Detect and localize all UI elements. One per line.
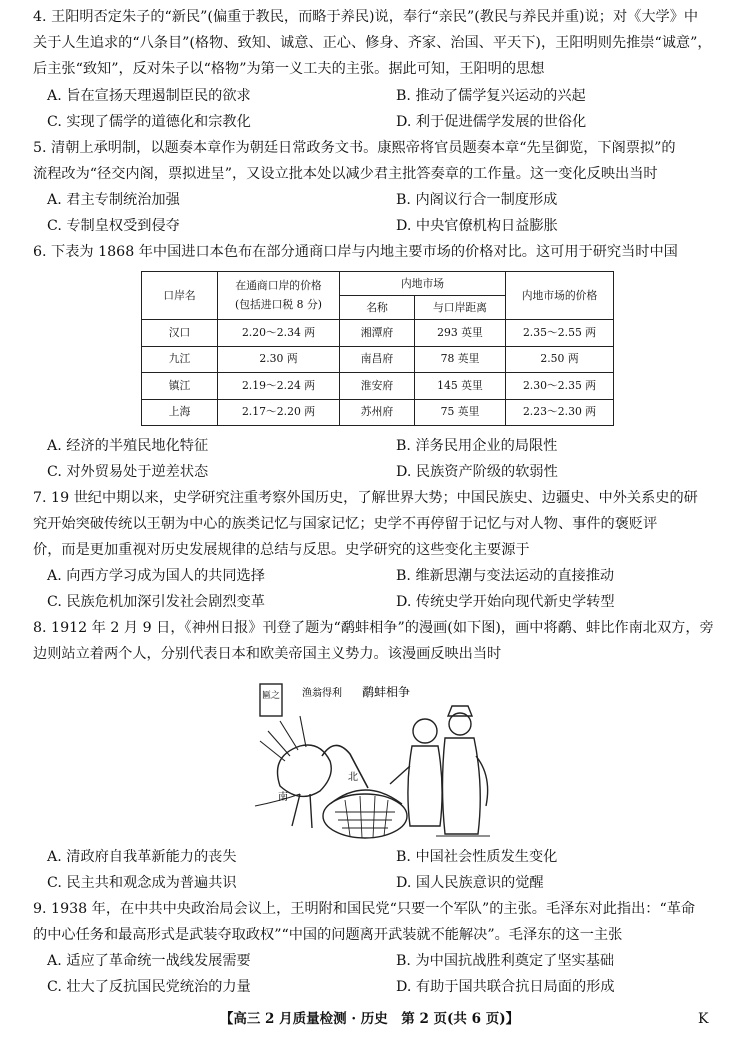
- snipe-bird: [278, 745, 332, 796]
- q8-stem-line-1: 8. 1912 年 2 月 9 日，《神州日报》刊登了题为“鹬蚌相争”的漫画(如下图)，画中将鹬、蚌比作南北双方，旁: [33, 620, 714, 636]
- cell-port: 九江: [142, 346, 218, 373]
- q6-option-a[interactable]: A. 经济的半殖民地化特征: [47, 438, 209, 454]
- footer-mark: K: [698, 1011, 709, 1027]
- cell-market-name: 南昌府: [340, 346, 415, 373]
- cell-distance: 145 英里: [415, 373, 506, 400]
- snipe-clam-cartoon: [240, 676, 502, 848]
- q8-option-a[interactable]: A. 清政府自我革新能力的丧失: [47, 849, 237, 865]
- header-distance: 与口岸距离: [415, 296, 506, 320]
- q6-option-d[interactable]: D. 民族资产阶级的软弱性: [396, 464, 558, 480]
- header-port-price-line2: (包括进口税 8 分): [235, 298, 322, 311]
- q4-option-a[interactable]: A. 旨在宣扬天理遏制臣民的欲求: [47, 88, 251, 104]
- q8-option-d[interactable]: D. 国人民族意识的觉醒: [396, 875, 544, 891]
- figure-left-head: [413, 719, 437, 743]
- q5-option-b[interactable]: B. 内阁议行合一制度形成: [396, 192, 558, 208]
- q5-option-c[interactable]: C. 专制皇权受到侵夺: [47, 218, 180, 234]
- q5-stem-line-2: 流程改为“径交内阁，票拟进呈”，又设立批本处以减少君主批答奏章的工作量。这一变化反映出当时: [33, 166, 658, 182]
- cartoon-label-north: 北: [348, 772, 358, 783]
- cartoon-label-south: 南: [278, 792, 288, 803]
- q8-option-b[interactable]: B. 中国社会性质发生变化: [396, 849, 558, 865]
- q5-option-a[interactable]: A. 君主专制统治加强: [47, 192, 180, 208]
- q9-option-b[interactable]: B. 为中国抗战胜利奠定了坚实基础: [396, 953, 615, 969]
- q7-stem-line-1: 7. 19 世纪中期以来，史学研究注重考察外国历史，了解世界大势；中国民族史、边疆史、中外关系史的研: [33, 490, 698, 506]
- header-market-name: 名称: [340, 296, 415, 320]
- cell-port: 汉口: [142, 320, 218, 347]
- price-comparison-table: [141, 271, 614, 426]
- cell-inland-price: 2.35～2.55 两: [506, 320, 614, 347]
- q4-option-d[interactable]: D. 利于促进儒学发展的世俗化: [396, 114, 587, 130]
- cell-inland-price: 2.50 两: [506, 346, 614, 373]
- q7-stem-line-2: 究开始突破传统以王朝为中心的族类记忆与国家记忆；史学不再停留于记忆与对人物、事件的褒贬评: [33, 516, 658, 532]
- q7-option-c[interactable]: C. 民族危机加深引发社会剧烈变革: [47, 594, 265, 610]
- header-port-name: 口岸名: [142, 272, 218, 320]
- table-row: [142, 346, 614, 373]
- q4-option-b[interactable]: B. 推动了儒学复兴运动的兴起: [396, 88, 586, 104]
- q9-option-d[interactable]: D. 有助于国共联合抗日局面的形成: [396, 979, 615, 995]
- cell-port-price: 2.17～2.20 两: [218, 399, 340, 426]
- table-row: [142, 373, 614, 400]
- page-footer: 【高三 2 月质量检测 · 历史 第 2 页(共 6 页)】: [219, 1011, 520, 1027]
- q4-stem-line-2: 关于人生追求的“八条目”(格物、致知、诚意、正心、修身、齐家、治国、平天下)，王阳明则先推崇“诚意”，: [33, 35, 712, 51]
- header-inland-market: 内地市场: [340, 272, 506, 296]
- q6-option-b[interactable]: B. 洋务民用企业的局限性: [396, 438, 558, 454]
- q8-stem-line-2: 边则站立着两个人，分别代表日本和欧美帝国主义势力。该漫画反映出当时: [33, 646, 502, 662]
- q9-option-a[interactable]: A. 适应了革命统一战线发展需要: [47, 953, 251, 969]
- cartoon-inscription: 渔翁得利: [302, 688, 342, 699]
- q7-option-b[interactable]: B. 维新思潮与变法运动的直接推动: [396, 568, 615, 584]
- cell-port-price: 2.19～2.24 两: [218, 373, 340, 400]
- cartoon-title: 鹬蚌相争: [362, 685, 411, 699]
- header-inland-price: 内地市场的价格: [506, 272, 614, 320]
- figure-right-body: [443, 738, 481, 834]
- cell-distance: 75 英里: [415, 399, 506, 426]
- cell-port: 上海: [142, 399, 218, 426]
- table-row: [142, 320, 614, 347]
- q5-option-d[interactable]: D. 中央官僚机构日益膨胀: [396, 218, 558, 234]
- header-port-price-line1: 在通商口岸的价格: [235, 279, 322, 292]
- q7-stem-line-3: 价，而是更加重视对历史发展规律的总结与反思。史学研究的这些变化主要源于: [33, 542, 530, 558]
- cell-market-name: 淮安府: [340, 373, 415, 400]
- header-port-price: [218, 272, 340, 320]
- q8-option-c[interactable]: C. 民主共和观念成为普遍共识: [47, 875, 237, 891]
- cell-port-price: 2.30 两: [218, 346, 340, 373]
- q4-option-c[interactable]: C. 实现了儒学的道德化和宗教化: [47, 114, 251, 130]
- cell-market-name: 湘潭府: [340, 320, 415, 347]
- q6-stem-line-1: 6. 下表为 1868 年中国进口本色布在部分通商口岸与内地主要市场的价格对比。这可用于研究当时中国: [33, 244, 678, 260]
- cell-distance: 293 英里: [415, 320, 506, 347]
- q9-stem-line-2: 的中心任务和最高形式是武装夺取政权”“中国的问题离开武装就不能解决”。毛泽东的这一主张: [33, 927, 623, 943]
- cartoon-corner-text: 匾之: [261, 691, 281, 701]
- cell-distance: 78 英里: [415, 346, 506, 373]
- figure-left-body: [408, 746, 442, 826]
- q4-stem-line-3: 后主张“致知”，反对朱子以“格物”为第一义工夫的主张。据此可知，王阳明的思想: [33, 61, 545, 77]
- cell-inland-price: 2.30～2.35 两: [506, 373, 614, 400]
- q7-option-d[interactable]: D. 传统史学开始向现代新史学转型: [396, 594, 615, 610]
- cell-inland-price: 2.23～2.30 两: [506, 399, 614, 426]
- q5-stem-line-1: 5. 清朝上承明制，以题奏本章作为朝廷日常政务文书。康熙帝将官员题奏本章“先呈御览，下阁票拟”的: [33, 140, 676, 156]
- q7-option-a[interactable]: A. 向西方学习成为国人的共同选择: [47, 568, 265, 584]
- q9-stem-line-1: 9. 1938 年，在中共中央政治局会议上，王明附和国民党“只要一个军队”的主张。毛泽东对此指出：“革命: [33, 901, 696, 917]
- q6-option-c[interactable]: C. 对外贸易处于逆差状态: [47, 464, 209, 480]
- q4-stem-line-1: 4. 王阳明否定朱子的“新民”(偏重于教民，而略于养民)说，奉行“亲民”(教民与养民并重)说；对《大学》中: [33, 9, 699, 25]
- cell-port: 镇江: [142, 373, 218, 400]
- cell-market-name: 苏州府: [340, 399, 415, 426]
- table-row: [142, 399, 614, 426]
- q9-option-c[interactable]: C. 壮大了反抗国民党统治的力量: [47, 979, 251, 995]
- cell-port-price: 2.20～2.34 两: [218, 320, 340, 347]
